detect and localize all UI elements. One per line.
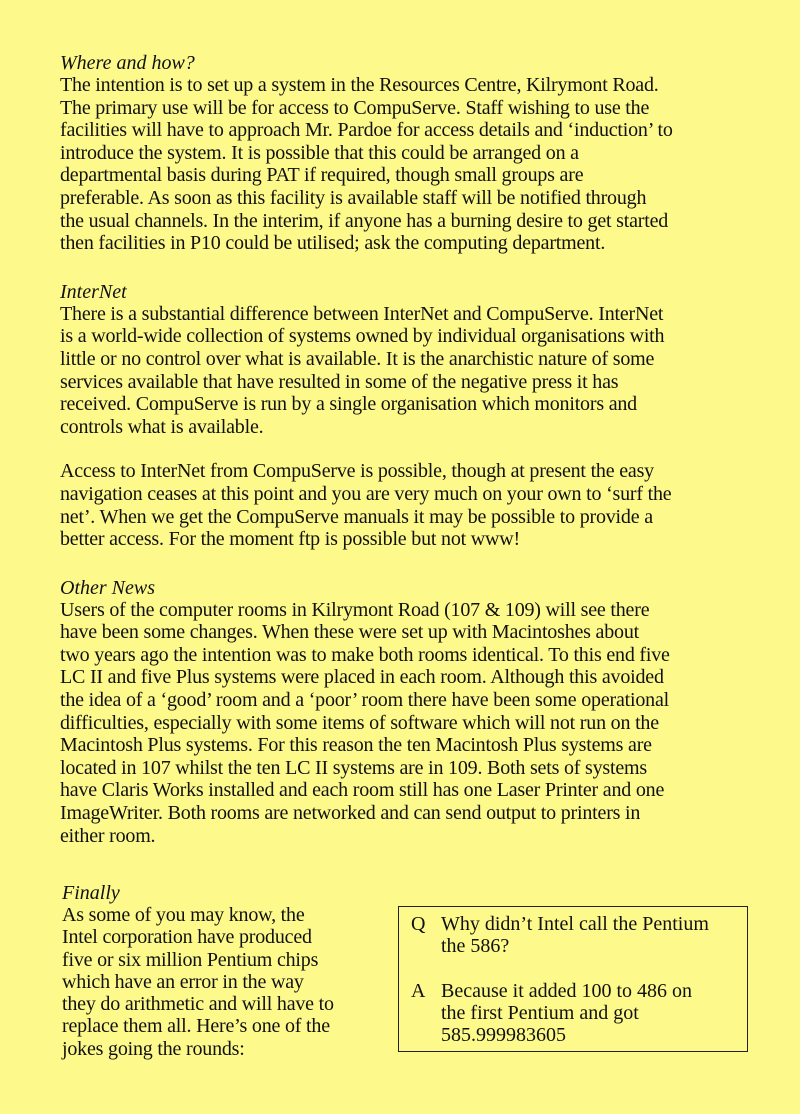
section-paragraph: There is a substantial difference between InterNet and CompuServe. InterNet is a world-wide collection of systems owned by individual organisations with little or no control over what is available. It is the anarchistic nature of some services available that have resulted in some of the negative press it has received. CompuServe is run by a single organisation which monitors and controls what is available. bbox=[60, 302, 665, 438]
section-paragraph: As some of you may know, the Intel corporation have produced five or six million Pentium chips which have an error in the way they do arithmetic and will have to replace them all. Here’s one of the jokes going the rounds: bbox=[62, 904, 334, 1060]
section-paragraph: Access to InterNet from CompuServe is possible, though at present the easy navigation ceases at this point and you are very much on your own to ‘surf the net’. When we get the CompuServe manuals it may be possible to provide a better access. For the moment ftp is possible but not www! bbox=[60, 460, 672, 551]
section-internet bbox=[60, 281, 770, 551]
section-heading: InterNet bbox=[60, 280, 127, 303]
section-heading: Finally bbox=[62, 882, 120, 904]
question-text: Why didn’t Intel call the Pentium the 586? bbox=[441, 913, 709, 958]
section-other-news bbox=[60, 577, 770, 848]
section-where-and-how bbox=[60, 52, 770, 255]
section-paragraph: The intention is to set up a system in the Resources Centre, Kilrymont Road. The primary use will be for access to CompuServe. Staff wishing to use the facilities will have to approach Mr. Pardoe for access details and ‘induction’ to introduce the system. It is possible that this could be arranged on a departmental basis during PAT if required, though small groups are preferable. As soon as this facility is available staff will be notified through the usual channels. In the interim, if anyone has a burning desire to get started then facilities in P10 could be utilised; ask the computing department. bbox=[60, 74, 673, 255]
newsletter-page bbox=[60, 52, 770, 873]
joke-answer bbox=[411, 980, 737, 1047]
joke-box bbox=[398, 906, 748, 1052]
section-heading: Other News bbox=[60, 576, 155, 599]
question-letter: Q bbox=[411, 913, 426, 935]
answer-text: Because it added 100 to 486 on the first Pentium and got 585.999983605 bbox=[441, 979, 693, 1047]
section-finally bbox=[62, 882, 382, 1060]
answer-letter: A bbox=[411, 979, 426, 1002]
section-paragraph: Users of the computer rooms in Kilrymont Road (107 & 109) will see there have been some changes. When these were set up with Macintoshes about two years ago the intention was to make both rooms identical. To this end five LC II and five Plus systems were placed in each room. Although this avoided the idea of a ‘good’ room and a ‘poor’ room there have been some operational difficulties, especially with some items of software which will not run on the Macintosh Plus systems. For this reason the ten Macintosh Plus systems are located in 107 whilst the ten LC II systems are in 109. Both sets of systems have Claris Works installed and each room still has one Laser Printer and one ImageWriter. Both rooms are networked and can send output to printers in either room. bbox=[60, 598, 670, 847]
section-heading: Where and how? bbox=[60, 52, 195, 74]
joke-question bbox=[411, 913, 737, 958]
